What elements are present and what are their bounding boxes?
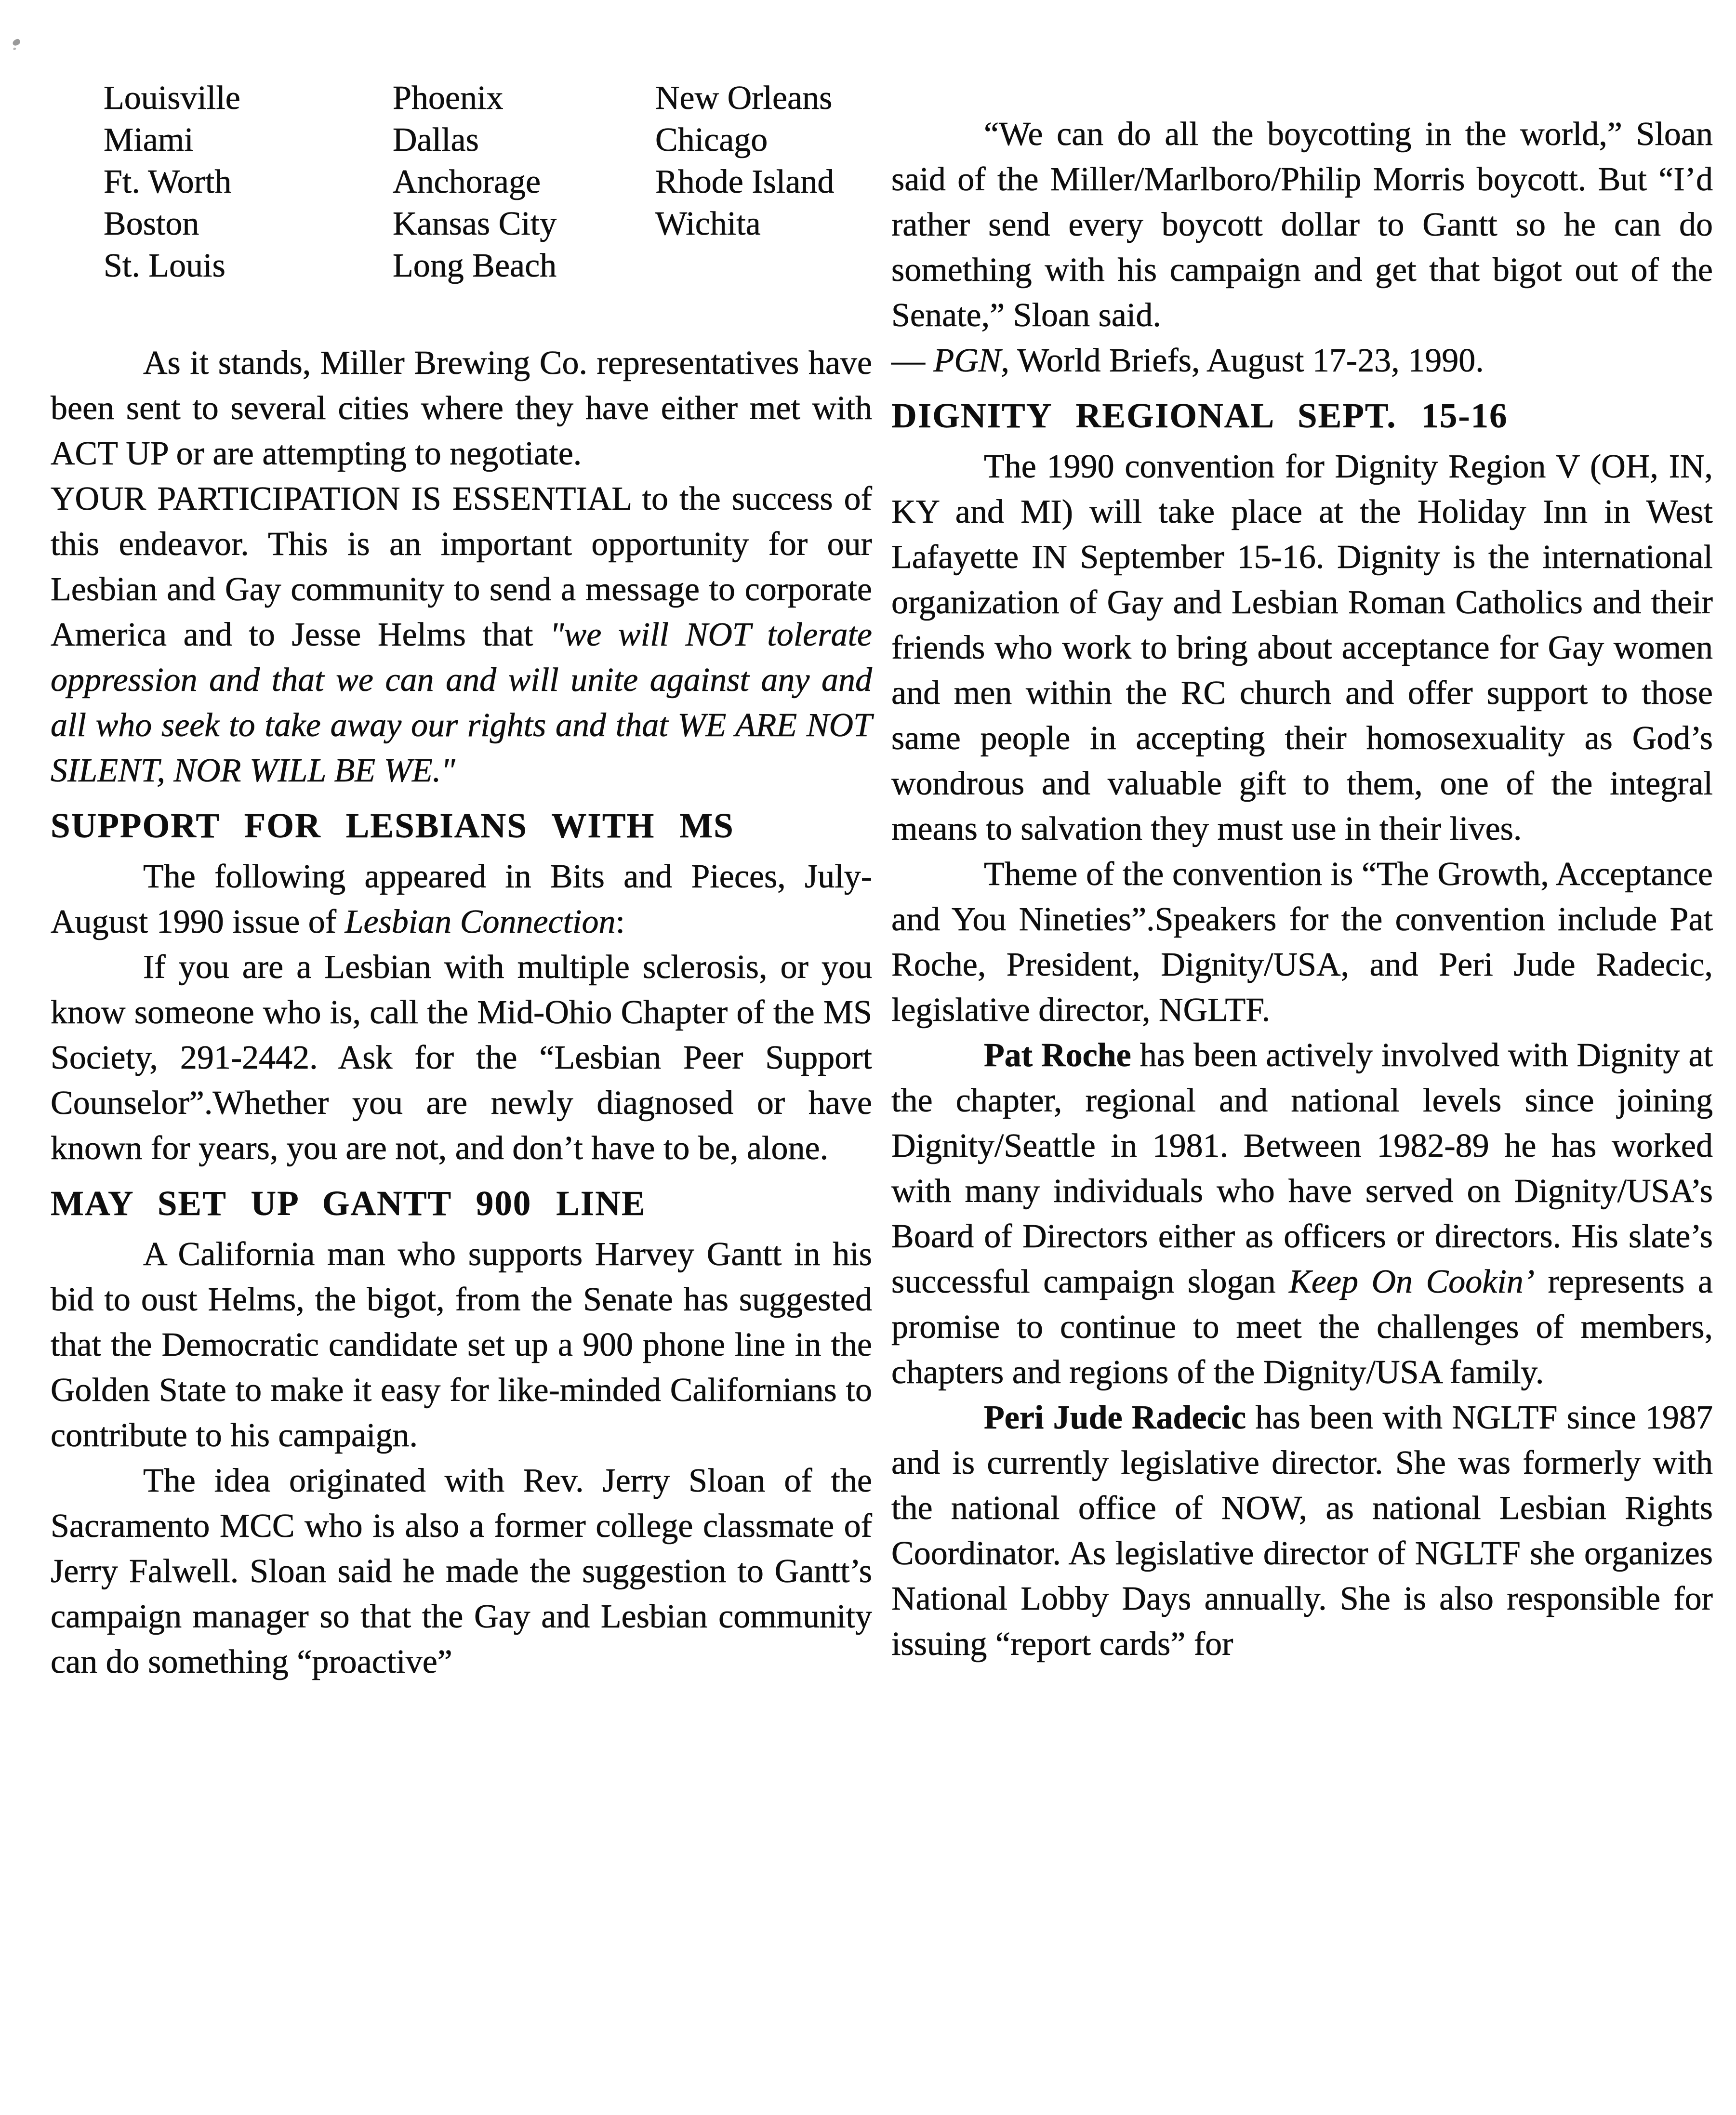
paragraph-convention-theme-speakers: Theme of the convention is “The Growth, Acceptance and You Nineties”.Speakers for the convention include Pat Roche, President, Dignity/USA, and Peri Jude Radecic, legislative director, NGLTF. [891,856,1713,1029]
right-column [891,77,1713,2115]
city-item-rhode-island: Rhode Island [655,163,835,200]
paragraph-ms-support-details: If you are a Lesbian with multiple sclerosis, or you know someone who is, call the Mid-Ohio Chapter of the MS Society, 291-2442. Ask for the “Lesbian Peer Support Counselor”.Whether you are newly diagnosed or have known for years, you are not, and don’t have to be, alone. [51,949,872,1167]
participation-lead-text: YOUR PARTICIPATION IS ESSENTIAL to the success of this endeavor. This is an important opportunity for our Lesbian and Gay community to send a message to corporate America and to Jesse Helms that [51,480,872,653]
city-list-column-2 [393,77,655,287]
city-list [51,77,872,287]
attribution-tail-text: , World Briefs, August 17-23, 1990. [1001,342,1484,379]
paragraph-sloan-idea-origin: The idea originated with Rev. Jerry Sloan of the Sacramento MCC who is also a former college classmate of Jerry Falwell. Sloan said he made the suggestion to Gantt’s campaign manager so that the Gay and Lesbian community can do something “proactive” [51,1462,872,1680]
pat-roche-bio-text-1: has been actively involved with Dignity at the chapter, regional and national levels since joining Dignity/Seattle in 1981. Between 1982-89 he has worked with many individuals who have served on Dignity/USA’s Board of Directors either as officers or directors. His slate’s successful campaign slogan [891,1037,1713,1300]
city-item-kansas-city: Kansas City [393,205,557,242]
left-column [51,77,872,2115]
ms-source-publication-italic: Lesbian Connection [345,903,616,940]
paragraph-your-participation [51,476,872,793]
pat-roche-bio-text-2: represents a promise to continue to meet the challenges of members, chapters and regions of the Dignity/USA family. [891,1263,1713,1391]
city-list-column-3 [655,77,867,287]
heading-dignity-regional: DIGNITY REGIONAL SEPT. 15-16 [891,396,1508,435]
pat-roche-slogan-italic: Keep On Cookin’ [1289,1263,1535,1300]
city-item-louisville: Louisville [104,79,240,117]
paragraph-dignity-convention: The 1990 convention for Dignity Region V (OH, IN, KY and MI) will take place at the Holiday Inn in West Lafayette IN September 15-16. Dignity is the international organization of Gay and Lesbian Roman Catholics and their friends who work to bring about acceptance for Gay women and men within the RC church and offer support to those same people in accepting their homosexuality as God’s wondrous and valuable gift to them, one of the integral means to salvation they must use in their lives. [891,448,1713,847]
city-item-ft-worth: Ft. Worth [104,163,232,200]
peri-radecic-name-bold: Peri Jude Radecic [984,1399,1246,1436]
city-item-anchorage: Anchorage [393,163,541,200]
paragraph-ms-source [51,854,872,945]
ms-source-tail-text: : [615,903,625,940]
attribution-line [891,338,1713,383]
city-item-phoenix: Phoenix [393,79,504,117]
attribution-dash: — [891,342,934,379]
heading-gantt-900-line: MAY SET UP GANTT 900 LINE [51,1184,646,1223]
paragraph-pat-roche-bio [891,1033,1713,1395]
paragraph-boycott-quote: “We can do all the boycotting in the world,” Sloan said of the Miller/Marlboro/Philip Morris boycott. But “I’d rather send every boycott dollar to Gantt so he can do something with his campaign and get that bigot out of the Senate,” Sloan said. [891,116,1713,334]
city-list-column-1 [104,77,393,287]
peri-radecic-bio-text: has been with NGLTF since 1987 and is currently legislative director. She was formerly with the national office of NOW, as national Lesbian Rights Coordinator. As legislative director of NGLTF she organizes National Lobby Days annually. She is also responsible for issuing “report cards” for [891,1399,1713,1663]
ms-source-lead-text: The following appeared in Bits and Pieces, July-August 1990 issue of [51,858,872,940]
participation-quote-italic: "we will NOT tolerate oppression and that we can and will unite against any and all who seek to take away our rights and that WE ARE NOT SILENT, NOR WILL BE WE." [51,616,872,789]
city-item-chicago: Chicago [655,121,768,159]
heading-support-lesbians-with-ms: SUPPORT FOR LESBIANS WITH MS [51,806,734,845]
paragraph-peri-radecic-bio [891,1395,1713,1667]
city-item-wichita: Wichita [655,205,761,242]
city-item-miami: Miami [104,121,194,159]
paragraph-miller-negotiations: As it stands, Miller Brewing Co. representatives have been sent to several cities where they have either met with ACT UP or are attempting to negotiate. [51,344,872,472]
city-item-boston: Boston [104,205,199,242]
city-item-dallas: Dallas [393,121,479,159]
paragraph-gantt-900-proposal: A California man who supports Harvey Gantt in his bid to oust Helms, the bigot, from the Senate has suggested that the Democratic candidate set up a 900 phone line in the Golden State to make it easy for like-minded Californians to contribute to his campaign. [51,1236,872,1454]
attribution-source-italic: PGN [933,342,1001,379]
city-item-long-beach: Long Beach [393,247,557,284]
city-item-st-louis: St. Louis [104,247,225,284]
city-item-new-orleans: New Orleans [655,79,833,117]
pat-roche-name-bold: Pat Roche [984,1037,1131,1074]
